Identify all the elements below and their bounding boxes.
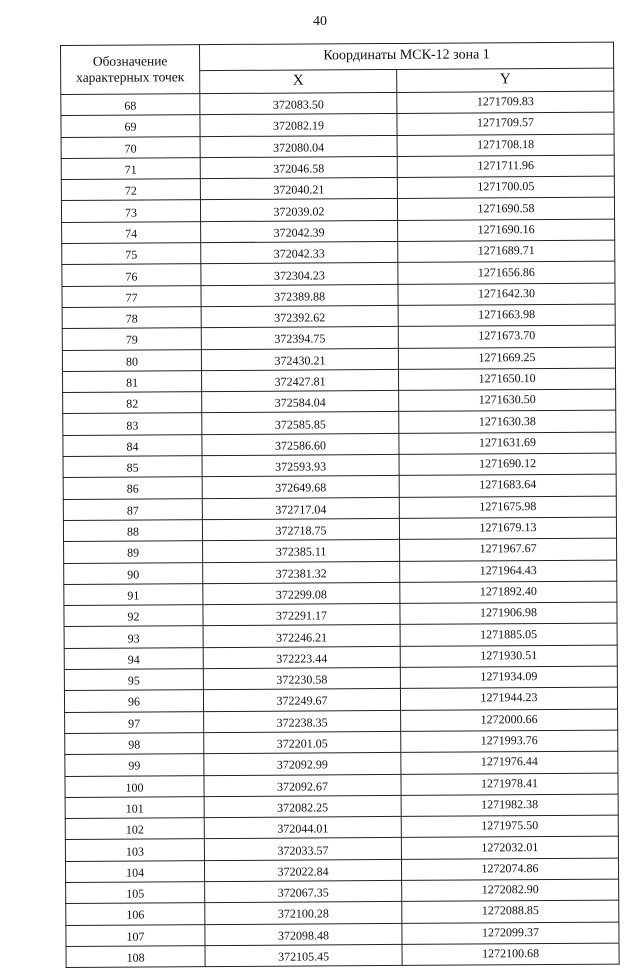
x-column-header: X bbox=[200, 69, 397, 94]
table-body bbox=[61, 91, 619, 968]
point-id-cell: 92 bbox=[64, 605, 203, 627]
y-coordinate-cell: 1272100.68 bbox=[402, 943, 619, 966]
point-id-cell: 81 bbox=[62, 371, 201, 393]
y-coordinate-cell: 1271978.41 bbox=[401, 773, 618, 796]
points-column-header: Обозначение характерных точек bbox=[61, 45, 200, 95]
y-coordinate-cell: 1272099.37 bbox=[402, 922, 619, 945]
point-id-cell: 93 bbox=[64, 626, 203, 648]
point-id-cell: 103 bbox=[65, 839, 204, 861]
x-coordinate-cell: 372385.11 bbox=[203, 540, 400, 562]
point-id-cell: 107 bbox=[66, 924, 205, 946]
y-coordinate-cell: 1271679.13 bbox=[399, 517, 616, 540]
y-coordinate-cell: 1271906.98 bbox=[400, 602, 617, 625]
x-coordinate-cell: 372223.44 bbox=[203, 646, 400, 668]
point-id-cell: 76 bbox=[62, 264, 201, 286]
point-id-cell: 73 bbox=[61, 200, 200, 222]
point-id-cell: 106 bbox=[66, 903, 205, 925]
x-coordinate-cell: 372092.99 bbox=[204, 753, 401, 775]
point-id-cell: 101 bbox=[65, 796, 204, 818]
x-coordinate-cell: 372100.28 bbox=[205, 902, 402, 924]
point-id-cell: 79 bbox=[62, 328, 201, 350]
y-column-header: Y bbox=[397, 68, 614, 93]
table-header bbox=[61, 42, 614, 94]
x-coordinate-cell: 372230.58 bbox=[203, 667, 400, 689]
y-coordinate-cell: 1271650.10 bbox=[398, 368, 615, 391]
x-coordinate-cell: 372586.60 bbox=[202, 433, 399, 455]
y-coordinate-cell: 1271663.98 bbox=[398, 304, 615, 327]
y-coordinate-cell: 1271892.40 bbox=[400, 581, 617, 604]
point-id-cell: 68 bbox=[61, 94, 200, 116]
point-id-cell: 99 bbox=[65, 754, 204, 776]
x-coordinate-cell: 372046.58 bbox=[200, 156, 397, 178]
y-coordinate-cell: 1271709.57 bbox=[397, 112, 614, 135]
y-coordinate-cell: 1271630.38 bbox=[399, 411, 616, 434]
y-coordinate-cell: 1271708.18 bbox=[397, 134, 614, 157]
x-coordinate-cell: 372593.93 bbox=[202, 454, 399, 476]
x-coordinate-cell: 372039.02 bbox=[200, 199, 397, 221]
point-id-cell: 86 bbox=[63, 477, 202, 499]
x-coordinate-cell: 372717.04 bbox=[202, 497, 399, 519]
y-coordinate-cell: 1271709.83 bbox=[397, 91, 614, 114]
y-coordinate-cell: 1271673.70 bbox=[398, 325, 615, 348]
x-coordinate-cell: 372092.67 bbox=[204, 774, 401, 796]
point-id-cell: 83 bbox=[63, 413, 202, 435]
point-id-cell: 91 bbox=[64, 583, 203, 605]
x-coordinate-cell: 372082.25 bbox=[204, 795, 401, 817]
y-coordinate-cell: 1271944.23 bbox=[400, 687, 617, 710]
y-coordinate-cell: 1271642.30 bbox=[398, 283, 615, 306]
x-coordinate-cell: 372246.21 bbox=[203, 625, 400, 647]
x-coordinate-cell: 372083.50 bbox=[200, 92, 397, 114]
y-coordinate-cell: 1271690.58 bbox=[397, 198, 614, 221]
x-coordinate-cell: 372291.17 bbox=[203, 604, 400, 626]
point-id-cell: 102 bbox=[65, 818, 204, 840]
point-id-cell: 105 bbox=[66, 882, 205, 904]
point-id-cell: 89 bbox=[64, 541, 203, 563]
x-coordinate-cell: 372042.33 bbox=[201, 242, 398, 264]
x-coordinate-cell: 372040.21 bbox=[200, 178, 397, 200]
x-coordinate-cell: 372427.81 bbox=[201, 369, 398, 391]
x-coordinate-cell: 372201.05 bbox=[204, 731, 401, 753]
x-coordinate-cell: 372249.67 bbox=[203, 689, 400, 711]
y-coordinate-cell: 1271982.38 bbox=[401, 794, 618, 817]
x-coordinate-cell: 372080.04 bbox=[200, 135, 397, 157]
x-coordinate-cell: 372381.32 bbox=[203, 561, 400, 583]
y-coordinate-cell: 1272088.85 bbox=[402, 900, 619, 923]
y-coordinate-cell: 1271885.05 bbox=[400, 624, 617, 647]
point-id-cell: 78 bbox=[62, 307, 201, 329]
point-id-cell: 74 bbox=[62, 221, 201, 243]
y-coordinate-cell: 1271656.86 bbox=[398, 261, 615, 284]
point-id-cell: 88 bbox=[63, 520, 202, 542]
point-id-cell: 82 bbox=[63, 392, 202, 414]
point-id-cell: 108 bbox=[66, 946, 205, 968]
point-id-cell: 87 bbox=[63, 498, 202, 520]
x-coordinate-cell: 372082.19 bbox=[200, 114, 397, 136]
x-coordinate-cell: 372022.84 bbox=[204, 859, 401, 881]
y-coordinate-cell: 1272000.66 bbox=[401, 709, 618, 732]
y-coordinate-cell: 1271976.44 bbox=[401, 751, 618, 774]
y-coordinate-cell: 1271690.12 bbox=[399, 453, 616, 476]
y-coordinate-cell: 1271631.69 bbox=[399, 432, 616, 455]
y-coordinate-cell: 1271630.50 bbox=[399, 389, 616, 412]
point-id-cell: 85 bbox=[63, 456, 202, 478]
y-coordinate-cell: 1271689.71 bbox=[398, 240, 615, 263]
point-id-cell: 71 bbox=[61, 158, 200, 180]
y-coordinate-cell: 1271930.51 bbox=[400, 645, 617, 668]
x-coordinate-cell: 372392.62 bbox=[201, 305, 398, 327]
x-coordinate-cell: 372299.08 bbox=[203, 582, 400, 604]
y-coordinate-cell: 1271967.67 bbox=[400, 538, 617, 561]
point-id-cell: 90 bbox=[64, 562, 203, 584]
x-coordinate-cell: 372067.35 bbox=[205, 880, 402, 902]
point-id-cell: 70 bbox=[61, 136, 200, 158]
point-id-cell: 97 bbox=[65, 711, 204, 733]
point-id-cell: 95 bbox=[64, 669, 203, 691]
x-coordinate-cell: 372033.57 bbox=[204, 838, 401, 860]
x-coordinate-cell: 372044.01 bbox=[204, 817, 401, 839]
coordinates-column-header: Координаты МСК-12 зона 1 bbox=[200, 42, 614, 70]
y-coordinate-cell: 1272082.90 bbox=[402, 879, 619, 902]
point-id-cell: 72 bbox=[61, 179, 200, 201]
y-coordinate-cell: 1272032.01 bbox=[401, 836, 618, 859]
point-id-cell: 80 bbox=[62, 349, 201, 371]
x-coordinate-cell: 372304.23 bbox=[201, 263, 398, 285]
point-id-cell: 104 bbox=[65, 860, 204, 882]
x-coordinate-cell: 372584.04 bbox=[202, 391, 399, 413]
y-coordinate-cell: 1271993.76 bbox=[401, 730, 618, 753]
table-row bbox=[66, 943, 619, 968]
point-id-cell: 100 bbox=[65, 775, 204, 797]
x-coordinate-cell: 372430.21 bbox=[201, 348, 398, 370]
point-id-cell: 84 bbox=[63, 434, 202, 456]
x-coordinate-cell: 372585.85 bbox=[202, 412, 399, 434]
point-id-cell: 98 bbox=[65, 733, 204, 755]
point-id-cell: 69 bbox=[61, 115, 200, 137]
point-id-cell: 77 bbox=[62, 285, 201, 307]
x-coordinate-cell: 372238.35 bbox=[204, 710, 401, 732]
x-coordinate-cell: 372718.75 bbox=[202, 518, 399, 540]
x-coordinate-cell: 372105.45 bbox=[205, 944, 402, 966]
y-coordinate-cell: 1271683.64 bbox=[399, 474, 616, 497]
y-coordinate-cell: 1271669.25 bbox=[398, 347, 615, 370]
x-coordinate-cell: 372394.75 bbox=[201, 327, 398, 349]
point-id-cell: 75 bbox=[62, 243, 201, 265]
x-coordinate-cell: 372042.39 bbox=[201, 220, 398, 242]
y-coordinate-cell: 1271934.09 bbox=[400, 666, 617, 689]
y-coordinate-cell: 1271975.50 bbox=[401, 815, 618, 838]
page-number: 40 bbox=[313, 14, 327, 29]
y-coordinate-cell: 1272074.86 bbox=[401, 858, 618, 881]
y-coordinate-cell: 1271675.98 bbox=[399, 496, 616, 519]
x-coordinate-cell: 372098.48 bbox=[205, 923, 402, 945]
point-id-cell: 96 bbox=[64, 690, 203, 712]
y-coordinate-cell: 1271964.43 bbox=[400, 560, 617, 583]
y-coordinate-cell: 1271700.05 bbox=[397, 176, 614, 199]
x-coordinate-cell: 372649.68 bbox=[202, 476, 399, 498]
x-coordinate-cell: 372389.88 bbox=[201, 284, 398, 306]
point-id-cell: 94 bbox=[64, 647, 203, 669]
y-coordinate-cell: 1271711.96 bbox=[397, 155, 614, 178]
y-coordinate-cell: 1271690.16 bbox=[398, 219, 615, 242]
coordinates-table bbox=[60, 42, 620, 968]
